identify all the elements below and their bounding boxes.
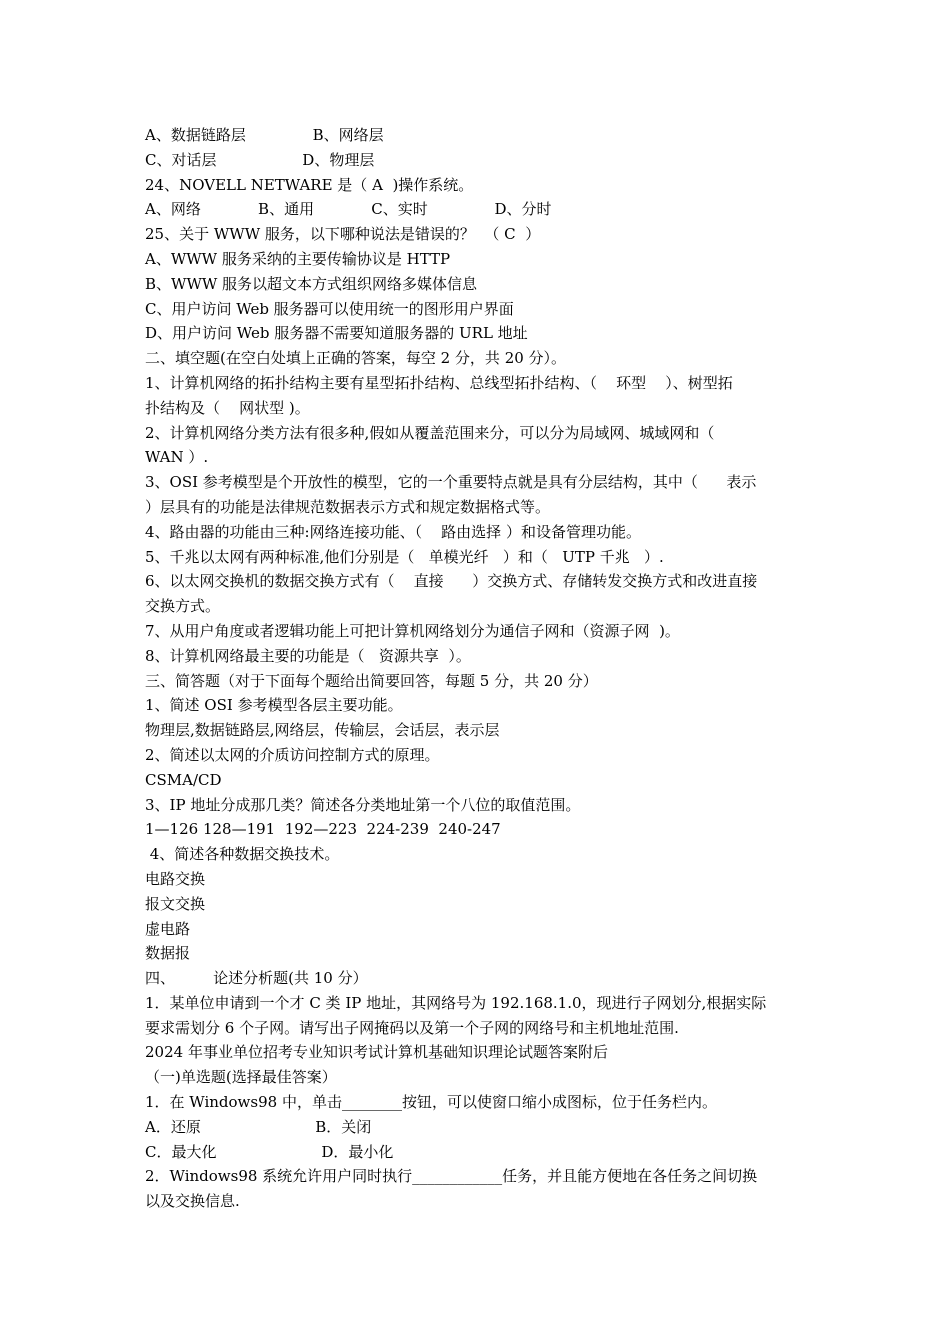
- question-line: 2．Windows98 系统允许用户同时执行____________任务，并且能方便地在各任务之间切换: [145, 1167, 758, 1186]
- question-line: 扑结构及（ 网状型 )。: [145, 398, 310, 417]
- question-line: WAN ）.: [145, 448, 209, 467]
- question-line: 1．某单位申请到一个才 C 类 IP 地址，其网络号为 192.168.1.0，现进行子网划分,根据实际: [145, 993, 767, 1012]
- question-line: 3、OSI 参考模型是个开放性的模型，它的一个重要特点就是具有分层结构，其中（ 表示: [145, 473, 757, 492]
- question-line: 1、计算机网络的拓扑结构主要有星型拓扑结构、总线型拓扑结构、（ 环型 ）、树型拓: [145, 373, 733, 392]
- answer-line: 数据报: [145, 944, 191, 963]
- question-line: 1．在 Windows98 中，单击________按钮，可以使窗口缩小成图标，位于任务栏内。: [145, 1093, 717, 1112]
- answer-line: 物理层,数据链路层,网络层，传输层，会话层，表示层: [145, 721, 500, 740]
- question-line: 2、计算机网络分类方法有很多种,假如从覆盖范围来分，可以分为局域网、城域网和（: [145, 423, 715, 442]
- section-heading: 三、简答题（对于下面每个题给出简要回答，每题 5 分，共 20 分）: [145, 671, 598, 690]
- question-line: 4、路由器的功能由三种:网络连接功能、（ 路由选择 ）和设备管理功能。: [145, 522, 641, 541]
- option-line: D、用户访问 Web 服务器不需要知道服务器的 URL 地址: [145, 324, 528, 343]
- option-line: C、用户访问 Web 服务器可以使用统一的图形用户界面: [145, 299, 514, 318]
- question-line: 8、计算机网络最主要的功能是（ 资源共享 ）。: [145, 646, 471, 665]
- option-line: A．还原 B．关闭: [145, 1117, 372, 1136]
- answer-line: 电路交换: [145, 869, 206, 888]
- question-line: 1、简述 OSI 参考模型各层主要功能。: [145, 696, 403, 715]
- question-line: 4、简述各种数据交换技术。: [145, 845, 340, 864]
- document-body: [145, 123, 810, 1214]
- option-line: A、WWW 服务采纳的主要传输协议是 HTTP: [145, 249, 451, 268]
- answer-line: 虚电路: [145, 919, 191, 938]
- answer-line: 报文交换: [145, 894, 206, 913]
- answer-line: 1—126 128—191 192—223 224-239 240-247: [145, 820, 501, 839]
- section-heading: 二、填空题(在空白处填上正确的答案，每空 2 分，共 20 分）。: [145, 349, 567, 368]
- option-line: A、数据链路层 B、网络层: [145, 126, 384, 144]
- question-line: 交换方式。: [145, 597, 221, 616]
- answer-line: CSMA/CD: [145, 770, 222, 789]
- question-line: ）层具有的功能是法律规范数据表示方式和规定数据格式等。: [145, 497, 551, 516]
- question-line: 要求需划分 6 个子网。请写出子网掩码以及第一个子网的网络号和主机地址范围.: [145, 1018, 679, 1037]
- option-line: A、网络 B、通用 C、实时 D、分时: [145, 200, 552, 219]
- document-title: 2024 年事业单位招考专业知识考试计算机基础知识理论试题答案附后: [145, 1043, 608, 1062]
- question-line: 25、关于 WWW 服务，以下哪种说法是错误的？ （ C ）: [145, 225, 541, 244]
- question-line: 2、简述以太网的介质访问控制方式的原理。: [145, 745, 440, 764]
- option-line: B、WWW 服务以超文本方式组织网络多媒体信息: [145, 274, 478, 293]
- question-line: 以及交换信息.: [145, 1192, 240, 1211]
- question-line: 3、IP 地址分成那几类？简述各分类地址第一个八位的取值范围。: [145, 795, 581, 814]
- section-heading: 四、 论述分析题(共 10 分）: [145, 969, 368, 988]
- option-line: C、对话层 D、物理层: [145, 150, 375, 169]
- section-heading: （一)单选题(选择最佳答案）: [145, 1068, 337, 1087]
- question-line: 6、以太网交换机的数据交换方式有（ 直接 ）交换方式、存储转发交换方式和改进直接: [145, 572, 758, 591]
- question-line: 5、千兆以太网有两种标准,他们分别是（ 单模光纤 ）和（ UTP 千兆 ）.: [145, 547, 664, 566]
- question-line: 24、NOVELL NETWARE 是（ A )操作系统。: [145, 175, 474, 194]
- option-line: C．最大化 D．最小化: [145, 1142, 394, 1161]
- question-line: 7、从用户角度或者逻辑功能上可把计算机网络划分为通信子网和（资源子网 )。: [145, 621, 680, 640]
